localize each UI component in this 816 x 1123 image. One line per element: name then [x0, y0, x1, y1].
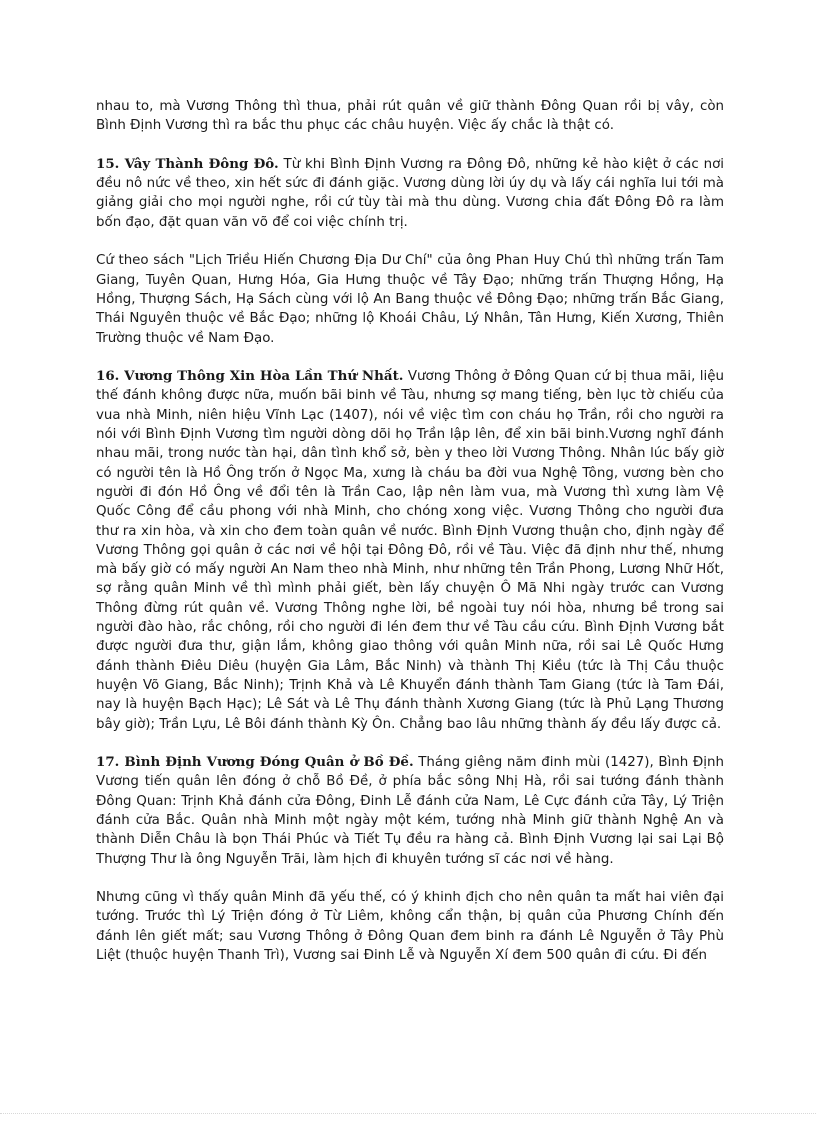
paragraph-continuation — [96, 97, 724, 136]
paragraph-text: Nhưng cũng vì thấy quân Minh đã yếu thế, có ý khinh địch cho nên quân ta mất hai viên đại tướng. Trước thì Lý Triện đóng ở Từ Liêm, không cẩn thận, bị quân của Phương Chính đến đánh lên giết mất; sau Vương Thông ở Đông Quan đem binh ra đánh Lê Nguyễn ở Tây Phù Liệt (thuộc huyện Thanh Trì), Vương sai Đinh Lễ và Nguyễn Xí đem 500 quân đi cứu. Đi đến — [96, 890, 724, 964]
paragraph-text: Từ khi Bình Định Vương ra Đông Đô, những kẻ hào kiệt ở các nơi đều nô nức về theo, xin hết sức đi đánh giặc. Vương dùng lời úy dụ và lấy cái nghĩa lui tới mà giảng giải cho mọi người nghe, rồi cứ tùy tài mà thu dùng. Vương chia đất Đông Đô ra làm bốn đạo, đặt quan văn võ để coi việc chính trị. — [96, 156, 724, 230]
section-heading: 16. Vương Thông Xin Hòa Lần Thứ Nhất. — [96, 368, 404, 385]
section-16-vuong-thong-xin-hoa — [96, 367, 724, 734]
section-heading: 15. Vây Thành Đông Đô. — [96, 155, 279, 172]
section-17-dong-quan-bo-de — [96, 753, 724, 869]
section-heading: 17. Bình Định Vương Đóng Quân ở Bồ Đề. — [96, 754, 414, 771]
paragraph-text: nhau to, mà Vương Thông thì thua, phải rút quân về giữ thành Đông Quan rồi bị vây, còn Bình Định Vương thì ra bắc thu phục các châu huyện. Việc ấy chắc là thật có. — [96, 99, 724, 134]
section-15-vay-thanh-dong-do — [96, 155, 724, 232]
paragraph-text: Vương Thông ở Đông Quan cứ bị thua mãi, liệu thế đánh không được nữa, muốn bãi binh về Tàu, nhưng sợ mang tiếng, bèn lục tờ chiếu của vua nhà Minh, niên hiệu Vĩnh Lạc (1407), nói về việc tìm con cháu họ Trần, rồi cho người ra nói với Bình Định Vương tìm người dòng dõi họ Trần lập lên, để xin bãi binh.Vương nghĩ đánh nhau mãi, trong nước tàn hại, dân tình khổ sở, bèn y theo lời Vương Thông. Nhân lúc bấy giờ có người tên là Hồ Ông trốn ở Ngọc Ma, xưng là cháu ba đời vua Nghệ Tông, vương bèn cho người đi đón Hồ Ông về đổi tên là Trần Cao, lập nên làm vua, mà Vương thì xưng làm Vệ Quốc Công để cầu phong với nhà Minh, cho chóng xong việc. Vương Thông cho người đưa thư ra xin hòa, và xin cho đem toàn quân về nước. Bình Định Vương thuận cho, định ngày để Vương Thông gọi quân ở các nơi về hội tại Đông Đô, rồi về Tàu. Việc đã định như thế, nhưng mà bấy giờ có mấy người An Nam theo nhà Minh, như những tên Trần Phong, Lương Nhữ Hốt, sợ rằng quân Minh về thì mình phải giết, bèn lấy chuyện Ô Mã Nhi ngày trước can Vương Thông đừng rút quân về. Vương Thông nghe lời, bề ngoài tuy nói hòa, nhưng bề trong sai người đào hào, rắc chông, rồi cho người đi lén đem thư về Tàu cầu cứu. Bình Định Vương bắt được người đưa thư, giận lắm, không giao thông với quân Minh nữa, rồi sai Lê Quốc Hưng đánh thành Điêu Diêu (huyện Gia Lâm, Bắc Ninh) và thành Thị Kiều (tức là Thị Cầu thuộc huyện Võ Giang, Bắc Ninh); Trịnh Khả và Lê Khuyển đánh thành Tam Giang (tức là Tam Đái, nay là huyện Bạch Hạc); Lê Sát và Lê Thụ đánh thành Xương Giang (tức là Phủ Lạng Thương bây giờ); Trần Lựu, Lê Bôi đánh thành Kỳ Ôn. Chẳng bao lâu những thành ấy đều lấy được cả. — [96, 369, 724, 732]
page-bottom-divider — [0, 1113, 816, 1114]
paragraph-text: Cứ theo sách "Lịch Triều Hiến Chương Địa Dư Chí" của ông Phan Huy Chú thì những trấn Tam Giang, Tuyên Quan, Hưng Hóa, Gia Hưng thuộc về Tây Đạo; những trấn Thượng Hồng, Hạ Hồng, Thượng Sách, Hạ Sách cùng với lộ An Bang thuộc về Đông Đạo; những trấn Bắc Giang, Thái Nguyên thuộc về Bắc Đạo; những lộ Khoái Châu, Lý Nhân, Tân Hưng, Kiến Xương, Thiên Trường thuộc về Nam Đạo. — [96, 253, 724, 346]
paragraph-dia-du-chi — [96, 251, 724, 347]
document-page — [96, 97, 724, 985]
paragraph-text: Tháng giêng năm đinh mùi (1427), Bình Định Vương tiến quân lên đóng ở chỗ Bồ Đề, ở phía bắc sông Nhị Hà, rồi sai tướng đánh thành Đông Quan: Trịnh Khả đánh cửa Đông, Đinh Lễ đánh cửa Nam, Lê Cực đánh cửa Tây, Lý Triện đánh cửa Bắc. Quân nhà Minh một ngày một kém, tướng nhà Minh giữ thành Nghệ An và thành Diễn Châu là bọn Thái Phúc và Tiết Tụ đều ra hàng cả. Bình Định Vương lại sai Lại Bộ Thượng Thư là ông Nguyễn Trãi, làm hịch đi khuyên tướng sĩ các nơi về hàng. — [96, 755, 724, 867]
paragraph-mat-hai-dai-tuong — [96, 888, 724, 965]
